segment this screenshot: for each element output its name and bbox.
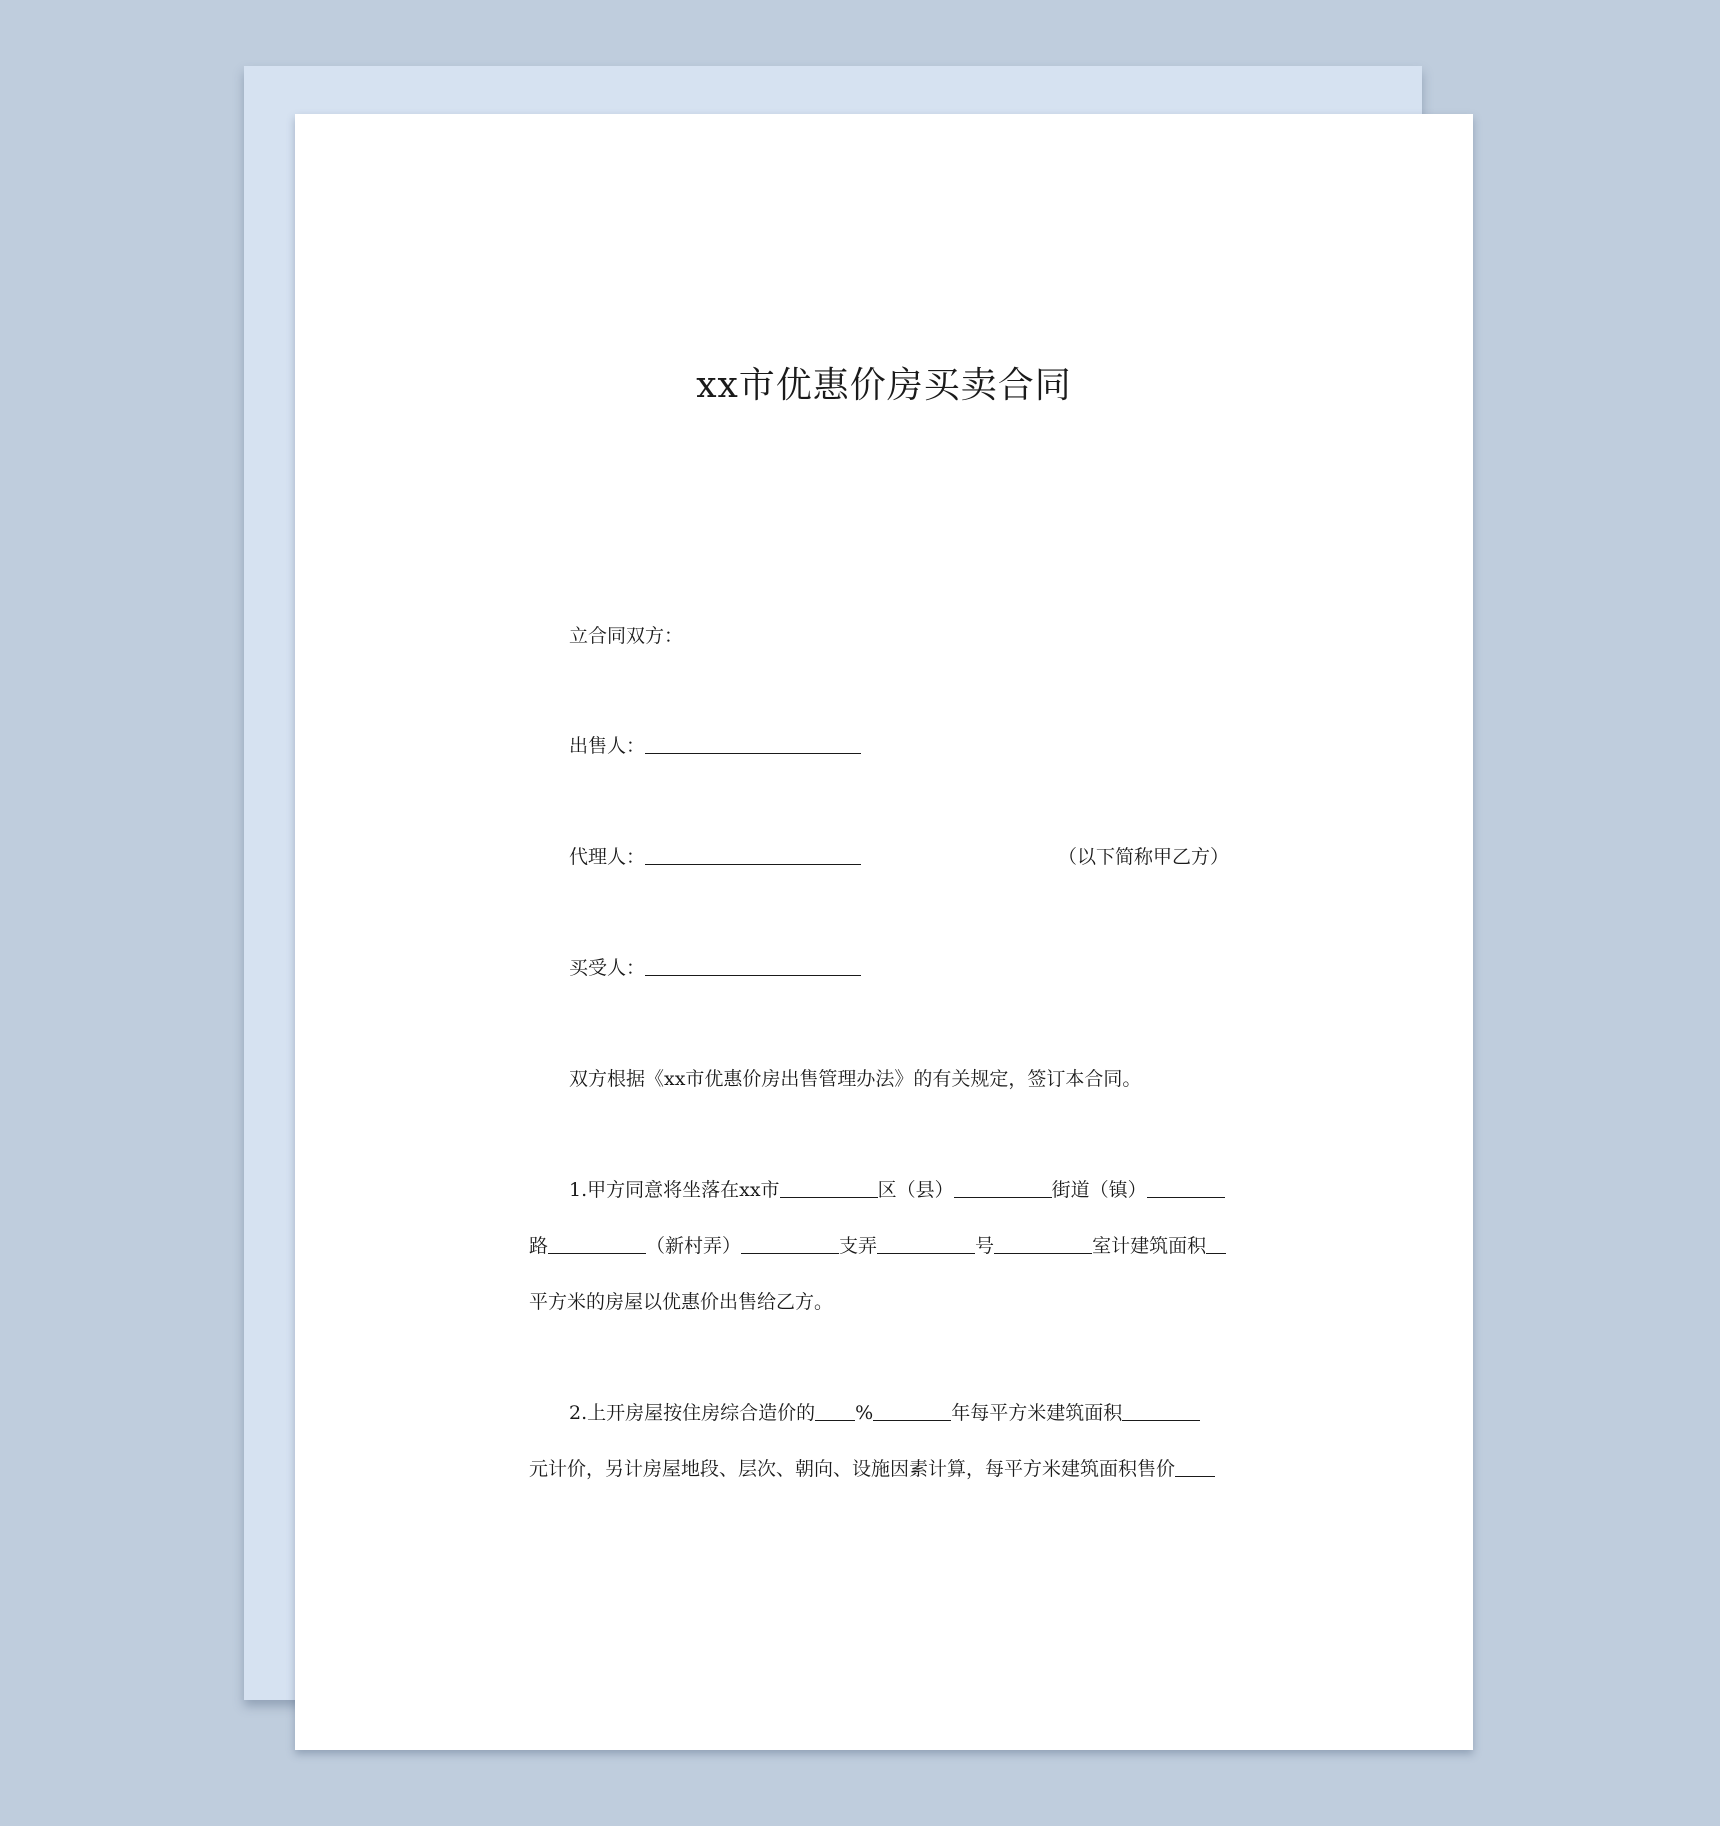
clause1-line1 [569, 1178, 1225, 1202]
clause2-text-4: 元计价，另计房屋地段、层次、朝向、设施因素计算，每平方米建筑面积售价 [529, 1458, 1176, 1480]
preamble [569, 1067, 1141, 1091]
number-blank[interactable] [994, 1235, 1092, 1254]
buyer-line [569, 956, 861, 980]
clause1-text-1: 1.甲方同意将坐落在xx市 [569, 1179, 780, 1201]
clause1-line3 [529, 1290, 833, 1314]
buyer-blank[interactable] [645, 957, 861, 976]
clause2-text-3: 年每平方米建筑面积 [951, 1402, 1123, 1424]
clause1-text-5: （新村弄） [646, 1235, 742, 1257]
seller-line [569, 734, 861, 758]
clause1-text-2: 区（县） [877, 1179, 954, 1201]
district-blank[interactable] [954, 1179, 1052, 1198]
lane-blank[interactable] [741, 1235, 839, 1254]
percent-blank[interactable] [815, 1402, 855, 1421]
agent-note-text: （以下简称甲乙方） [1058, 846, 1230, 868]
clause1-text-9: 平方米的房屋以优惠价出售给乙方。 [529, 1291, 834, 1313]
unit-cost-blank[interactable] [1122, 1402, 1200, 1421]
clause1-line2 [529, 1234, 1226, 1258]
preamble-text: 双方根据《xx市优惠价房出售管理办法》的有关规定，签订本合同。 [569, 1068, 1142, 1090]
clause2-text-1: 2.上开房屋按住房综合造价的 [569, 1402, 816, 1424]
document-title: xx市优惠价房买卖合同 [696, 365, 1072, 406]
street-blank[interactable] [1147, 1179, 1225, 1198]
clause1-text-4: 路 [529, 1235, 549, 1257]
agent-note [1058, 845, 1229, 869]
clause1-text-6: 支弄 [839, 1235, 878, 1257]
clause1-text-8: 室计建筑面积 [1092, 1235, 1207, 1257]
parties-intro-text: 立合同双方： [569, 625, 684, 647]
agent-line [569, 845, 861, 869]
clause1-text-3: 街道（镇） [1051, 1179, 1147, 1201]
buyer-label: 买受人： [569, 957, 646, 979]
document-page [295, 114, 1473, 1750]
seller-blank[interactable] [645, 735, 861, 754]
seller-label: 出售人： [569, 735, 646, 757]
road-blank[interactable] [548, 1235, 646, 1254]
area-blank[interactable] [1206, 1235, 1226, 1254]
price-blank[interactable] [1175, 1458, 1215, 1477]
clause2-line2 [529, 1457, 1215, 1481]
year-blank[interactable] [873, 1402, 951, 1421]
clause2-line1 [569, 1401, 1200, 1425]
agent-label: 代理人： [569, 846, 646, 868]
clause1-text-7: 号 [975, 1235, 995, 1257]
city-blank[interactable] [780, 1179, 878, 1198]
sublane-blank[interactable] [877, 1235, 975, 1254]
agent-blank[interactable] [645, 846, 861, 865]
parties-intro [569, 624, 683, 648]
clause2-text-2: % [855, 1402, 874, 1424]
